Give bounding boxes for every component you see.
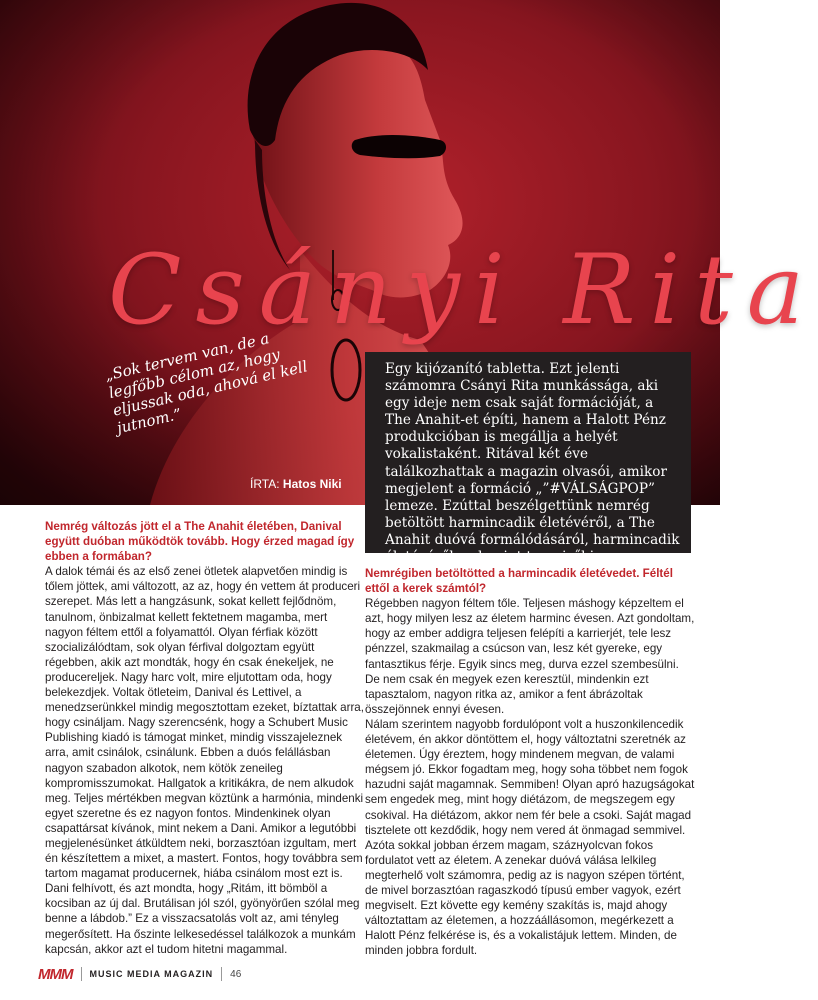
interview-question: Nemrégiben betöltötted a harmincadik életévedet. Féltél ettől a kerek számtól? bbox=[365, 567, 673, 596]
footer-divider bbox=[221, 967, 222, 981]
interview-answer: Régebben nagyon féltem tőle. Teljesen máshogy képzeltem el azt, hogy milyen lesz az életem harminc évesen. Azt gondoltam, hogy az ember addigra teljesen felépíti a karrierjét, tele lesz pénzzel, szakmailag a csúcson van, lesz két gyereke, egy fantasztikus férje. Egyik sincs meg, durva ezzel szembesülni. De nem csak én megyek ezen keresztül, mindenkin ezt tapasztalom, nagyon ritka az, amikor a fent ábrázoltak összejönnek ennyi évesen. bbox=[365, 597, 695, 716]
interview-question: Nemrég változás jött el a The Anahit életében, Danival együtt duóban működtök tovább. Hogy érzed magad így ebben a formában? bbox=[45, 520, 355, 564]
magazine-name: MUSIC MEDIA MAGAZIN bbox=[89, 969, 214, 979]
interview-answer: Nálam szerintem nagyobb fordulópont volt a huszonkilencedik életévem, én akkor döntöttem el, hogy változtatni szeretnék az életemen. Úgy éreztem, hogy mindenem megvan, de valami mégsem jó. Ekkor fogadtam meg, hogy soha többet nem fogok hazudni saját magamnak. Semmiben! Olyan apró hazugságokat sem engedek meg, mint hogy diétázom, de megszegem egy csokival. Ha diétázom, akkor nem fér bele a csoki. Saját magad tisztelete ott kezdődik, hogy nem vered át önmagad semmivel. Azóta sokkal jobban érzem magam, százнyolcvan fokos fordulatot vett az életem. A zenekar duóvá válása lelkileg megterhelő volt számomra, pedig az is nagyon szépen történt, de mivel borzasztóan ragaszkodó típusú ember vagyok, ezért megviselt. Ezt követte egy kemény szakítás is, majd ahogy változtattam az életemen, a hozzáállásomon, megérkezett a Halott Pénz felkérése is, és a vokalistájuk lettem. Minden, de minden jobbra fordult. bbox=[365, 717, 695, 958]
pull-quote: „Sok tervem van, de a legfőbb célom az, hogy eljussak oda, ahová el kell jutnom.” bbox=[103, 329, 310, 438]
byline-label: ÍRTA: bbox=[250, 477, 280, 491]
interview-answer: A dalok témái és az első zenei ötletek alapvetően mindig is tőlem jöttek, ami változott, az az, hogy én vettem át producerі szerepet. Más lett a hangzásunk, sokat kellett fejlődnöm, tanulnom, önbizalmat kellett fektetnem magamba, mert nagyon féltem ettől a folyamattól. Olyan férfiak között szocializálódtam, sok olyan férfival dolgoztam együtt régebben, akik azt mondták, hogy én csak énekeljek, ne producereljek. Nagy harc volt, mire eljutottam oda, hogy belekezdjek. Voltak ötleteim, Danival és Lettivel, a menedzserünkkel mindig megosztottam ezeket, bíztattak arra, hogy csináljam. Nagy szerencsénk, hogy a Schubert Music Publishing kiadó is támogat minket, mindig visszajeleznek arra, amit csinálok, csinálunk. Ebben a duós felállásban nagyon szabadon alkotok, nem kötök zeneileg kompromisszumokat. Hallgatok a kritikákra, de nem alkudok meg. Teljes mértékben megvan köztünk a harmónia, mindenki egyet szeretne és ez nagyon fontos. Mindenkinek olyan csapattársat kívánok, mint nekem a Dani. Amikor a legutóbbi megjelenésünket átküldtem neki, borzasztóan izgultam, mert én készítettem a mixet, a mastert. Fontos, hogy továbbra sem tartom magamat producernek, hiába csinálom most ezt is. Dani felhívott, és azt mondta, hogy „Ritám, itt bömböl a kocsiban az új dal. Brutálisan jól szól, gyönyörűen szólal meg benne a lábdob.” Ez a visszacsatolás volt az, ami tényleg megerősített. Ha őszinte lelkesedéssel találkozok a munkám kapcsán, akkor azt el tudom hitetni magammal. bbox=[45, 565, 364, 956]
article-title: Csányi Rita bbox=[108, 234, 818, 346]
byline bbox=[250, 477, 342, 491]
intro-box bbox=[365, 352, 691, 566]
right-column bbox=[365, 566, 695, 958]
page-footer bbox=[38, 965, 241, 983]
left-column bbox=[45, 519, 365, 957]
page-number: 46 bbox=[230, 968, 242, 980]
footer-divider bbox=[81, 967, 82, 981]
byline-author: Hatos Niki bbox=[282, 477, 342, 491]
magazine-logo: MMM bbox=[38, 965, 73, 983]
intro-text: Egy kijózanító tabletta. Ezt jelenti számomra Csányi Rita munkássága, aki egy ideje nem csak saját formációját, a The Anahit-et építi, hanem a Halott Pénz produkcióban is megállja a helyét vokalistaként. Ritával két éve találkozhattak a magazin olvasói, amikor megjelent a formáció „”#VÁLSÁGPOP” lemeze. Ezúttal beszélgettünk nemrég betöltött harmincadik életévéről, a The Anahit duóvá formálódásáról, harmincadik életévéről, valamint terveiről is. bbox=[385, 361, 680, 566]
